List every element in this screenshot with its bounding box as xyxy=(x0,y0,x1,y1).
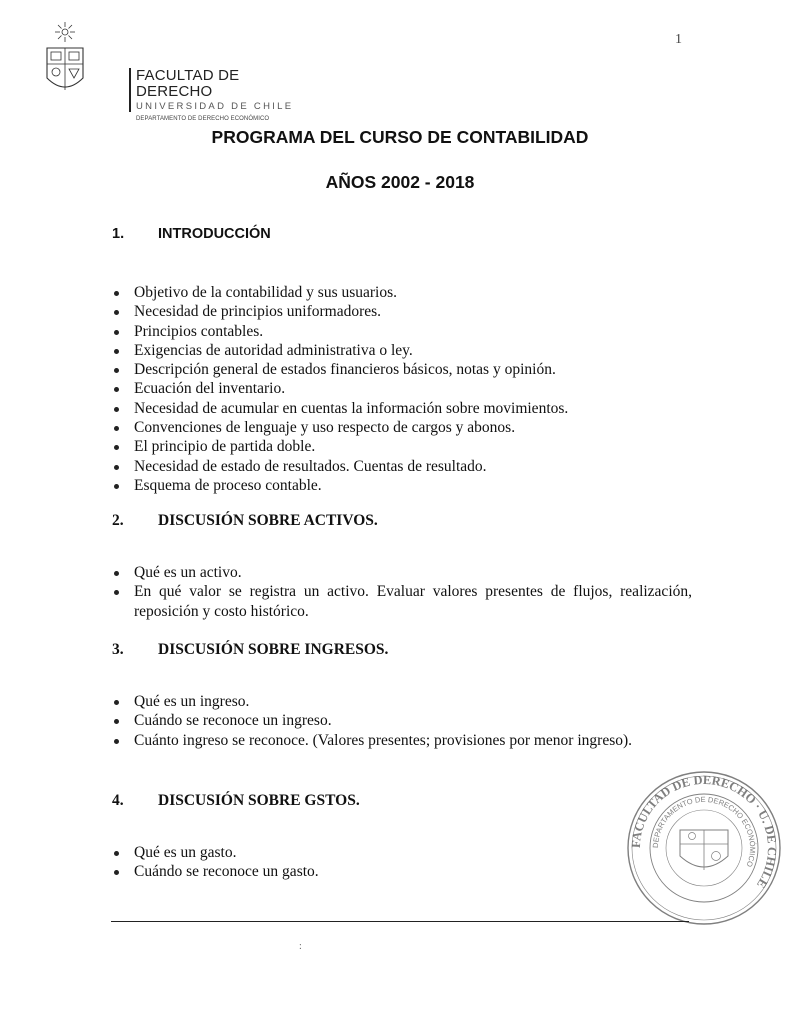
list-item: Exigencias de autoridad administrativa o ley. xyxy=(112,341,692,360)
section-heading xyxy=(112,792,692,814)
list-item: El principio de partida doble. xyxy=(112,437,692,456)
section-introduccion xyxy=(112,226,692,495)
list-item: Necesidad de principios uniformadores. xyxy=(112,302,692,321)
page-number: 1 xyxy=(675,32,682,47)
bullet-list xyxy=(112,283,692,495)
list-item: Qué es un activo. xyxy=(112,563,692,582)
document-years: AÑOS 2002 - 2018 xyxy=(325,172,475,192)
department-name: DEPARTAMENTO DE DERECHO ECONÓMICO xyxy=(136,116,270,122)
bullet-list xyxy=(112,563,692,621)
section-activos xyxy=(112,512,692,621)
section-title: INTRODUCCIÓN xyxy=(158,226,271,242)
letterhead xyxy=(44,20,304,122)
list-item: Objetivo de la contabilidad y sus usuarios. xyxy=(112,283,692,302)
list-item: Necesidad de estado de resultados. Cuentas de resultado. xyxy=(112,457,692,476)
list-item: Cuándo se reconoce un ingreso. xyxy=(112,711,692,730)
list-item: Ecuación del inventario. xyxy=(112,379,692,398)
letterhead-text xyxy=(136,68,304,124)
footer-mark: : xyxy=(299,941,302,952)
university-crest-icon xyxy=(44,20,86,100)
section-gastos xyxy=(112,792,692,882)
letterhead-divider xyxy=(129,68,131,112)
section-title: DISCUSIÓN SOBRE ACTIVOS. xyxy=(158,512,378,529)
university-name: UNIVERSIDAD DE CHILE xyxy=(136,101,294,112)
list-item: Cuánto ingreso se reconoce. (Valores presentes; provisiones por menor ingreso). xyxy=(112,731,692,750)
list-item: Convenciones de lenguaje y uso respecto de cargos y abonos. xyxy=(112,418,692,437)
section-heading xyxy=(112,512,692,534)
list-item: En qué valor se registra un activo. Evaluar valores presentes de flujos, realización, reposición y costo histórico. xyxy=(112,582,692,621)
list-item: Qué es un ingreso. xyxy=(112,692,692,711)
section-heading xyxy=(112,226,692,248)
list-item: Descripción general de estados financieros básicos, notas y opinión. xyxy=(112,360,692,379)
stamp-inner-text: DEPARTAMENTO DE DERECHO ECONÓMICO xyxy=(650,794,758,869)
section-number: 2. xyxy=(112,512,124,529)
stamp-outer-text: FACULTAD DE DERECHO · U. DE CHILE xyxy=(628,772,780,891)
bullet-list xyxy=(112,843,692,882)
section-title: DISCUSIÓN SOBRE GSTOS. xyxy=(158,792,360,809)
list-item: Cuándo se reconoce un gasto. xyxy=(112,862,692,881)
section-number: 1. xyxy=(112,226,125,242)
footer-rule xyxy=(111,921,689,922)
list-item: Esquema de proceso contable. xyxy=(112,476,692,495)
bullet-list xyxy=(112,692,692,750)
list-item: Necesidad de acumular en cuentas la información sobre movimientos. xyxy=(112,399,692,418)
list-item: Principios contables. xyxy=(112,322,692,341)
section-number: 4. xyxy=(112,792,124,809)
list-item: Qué es un gasto. xyxy=(112,843,692,862)
section-ingresos xyxy=(112,641,692,750)
section-heading xyxy=(112,641,692,663)
official-stamp-icon xyxy=(624,768,784,928)
section-title: DISCUSIÓN SOBRE INGRESOS. xyxy=(158,641,389,658)
document-title: PROGRAMA DEL CURSO DE CONTABILIDAD xyxy=(211,127,589,147)
faculty-name: FACULTAD DE DERECHO xyxy=(136,67,240,100)
section-number: 3. xyxy=(112,641,124,658)
